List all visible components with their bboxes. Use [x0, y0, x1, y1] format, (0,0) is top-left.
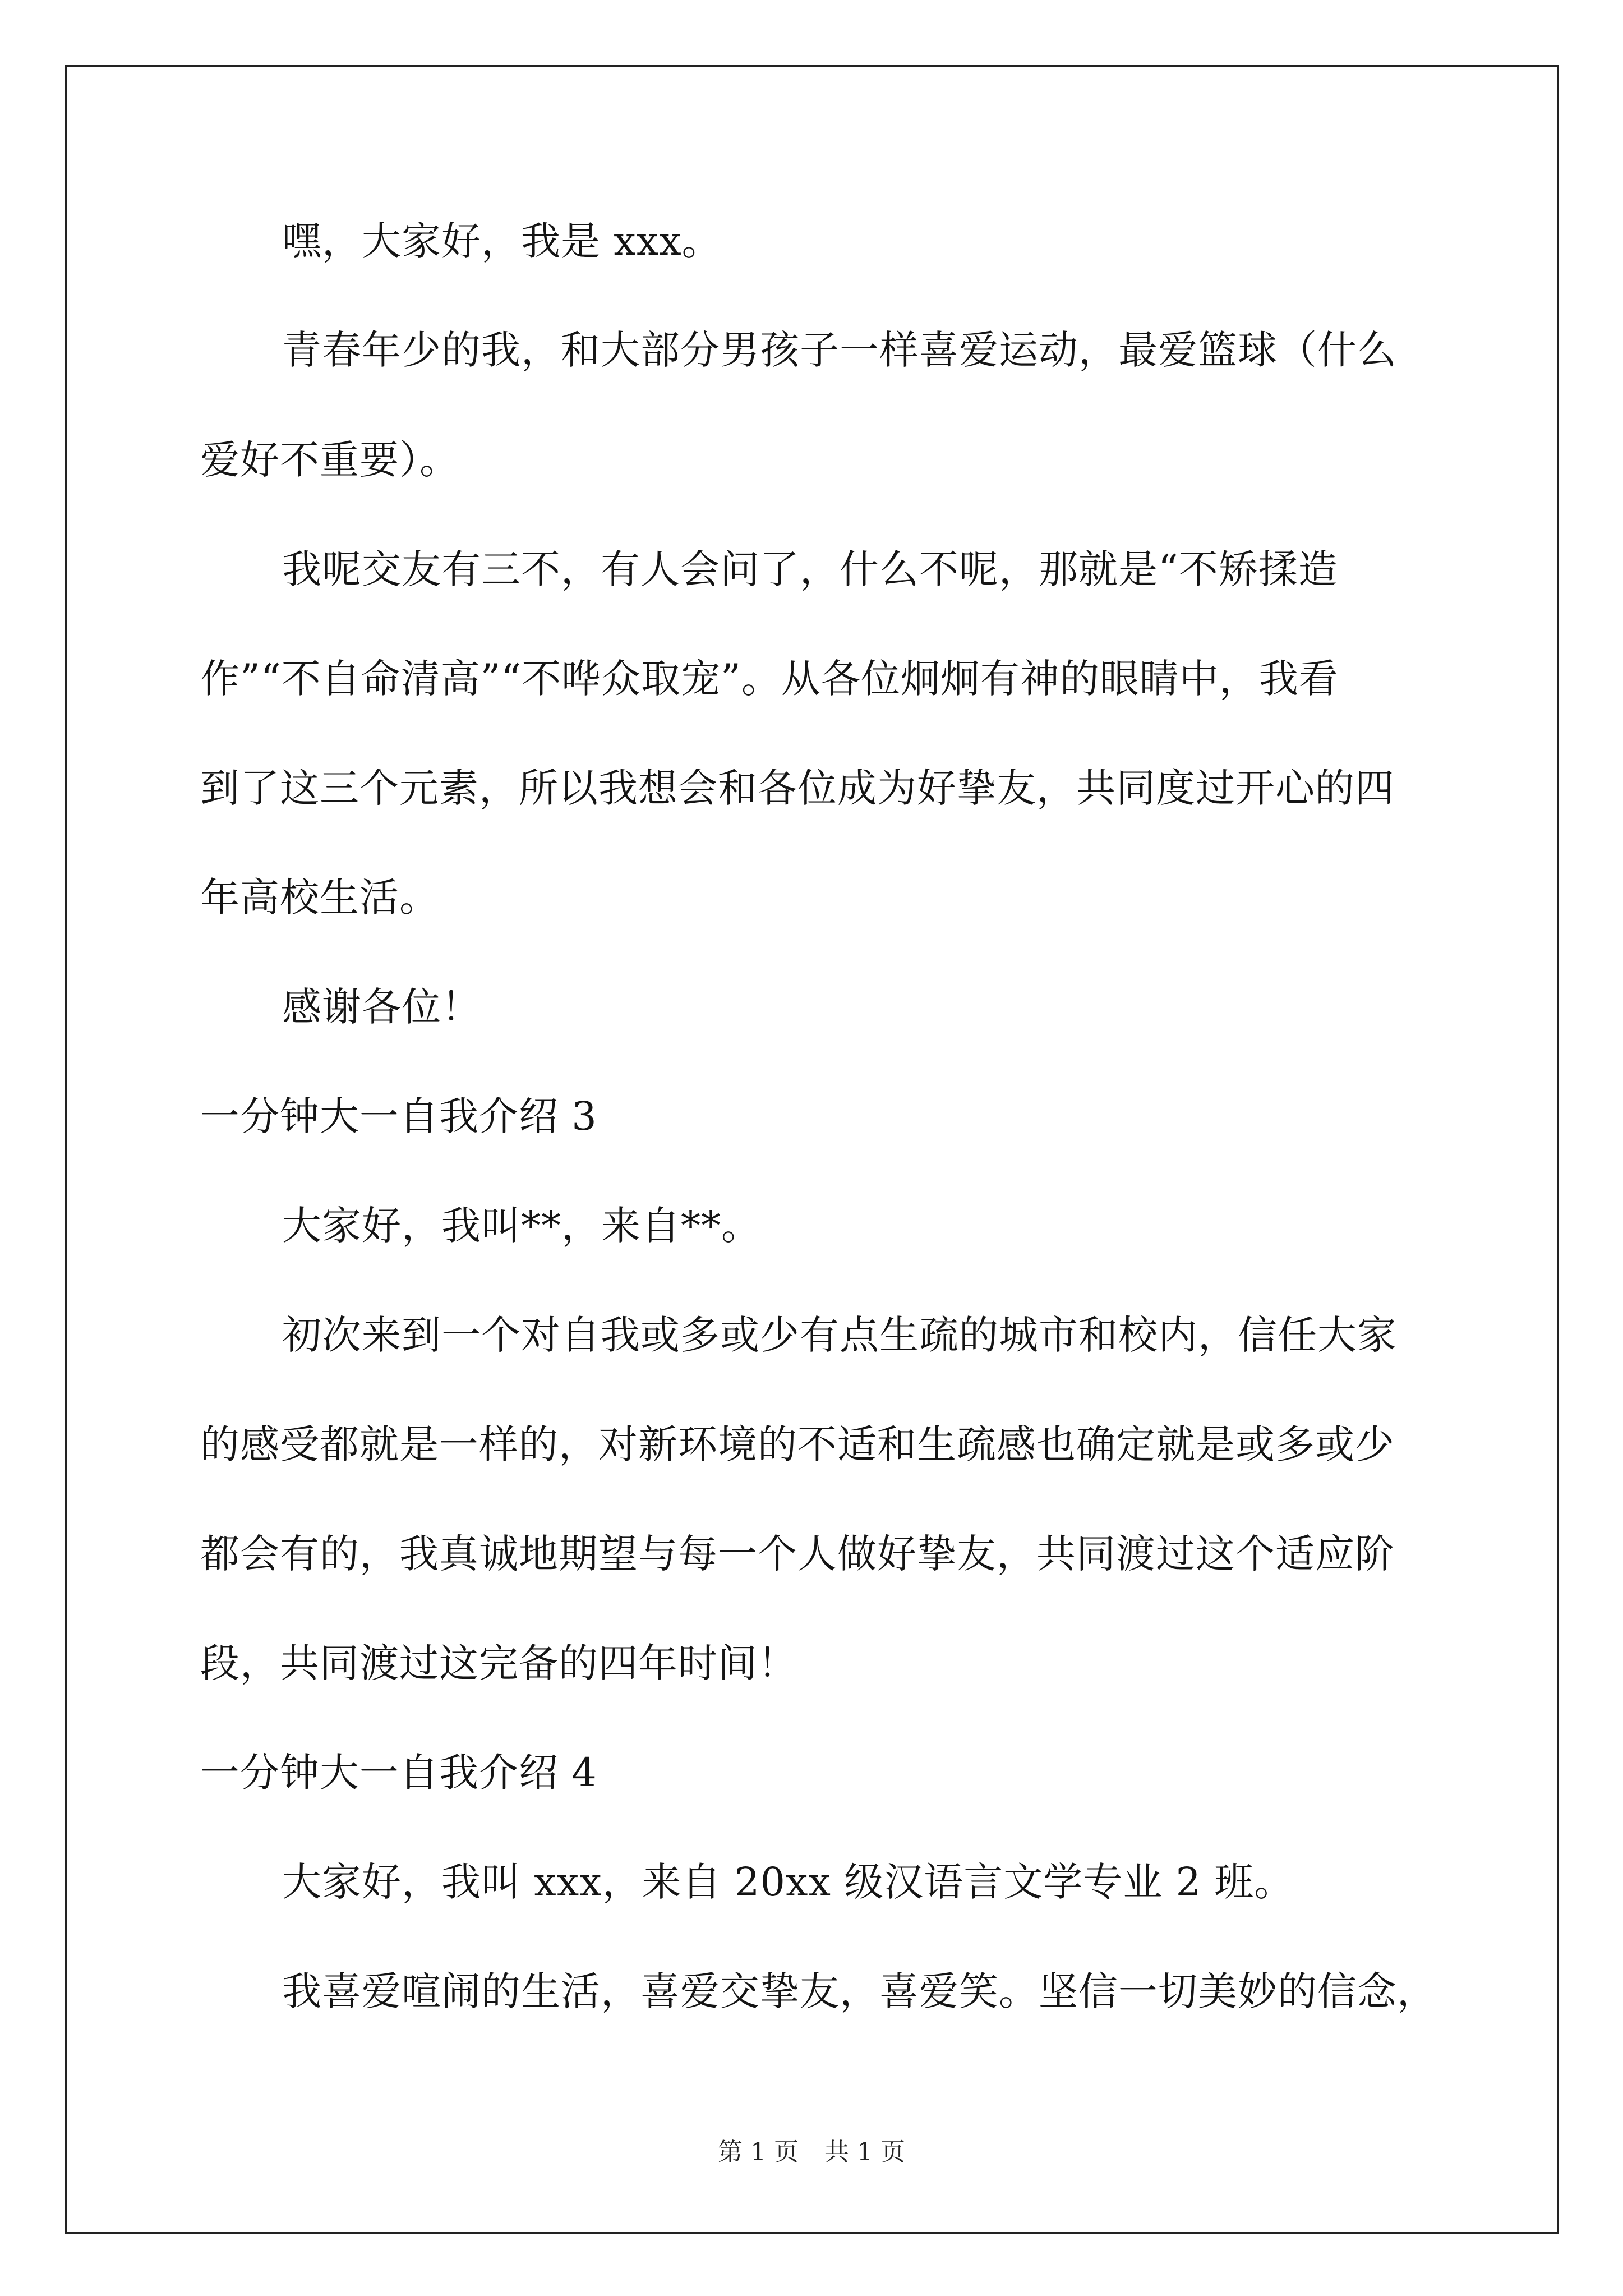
body-line: 大家好，我叫 xxx，来自 20xx 级汉语言文学专业 2 班。 — [282, 1859, 1294, 1905]
body-line: 大家好，我叫**，来自**。 — [282, 1203, 761, 1249]
body-line: 年高校生活。 — [200, 875, 439, 921]
body-line: 青春年少的我，和大部分男孩子一样喜爱运动，最爱篮球（什么 — [282, 327, 1397, 373]
body-line: 到了这三个元素，所以我想会和各位成为好挚友，共同度过开心的四 — [200, 765, 1395, 811]
section-heading: 一分钟大一自我介绍 4 — [200, 1750, 597, 1796]
body-line: 感谢各位！ — [282, 984, 481, 1030]
section-heading: 一分钟大一自我介绍 3 — [200, 1093, 597, 1139]
body-line: 段，共同渡过这完备的四年时间！ — [200, 1640, 797, 1686]
body-line: 我喜爱喧闹的生活，喜爱交挚友，喜爱笑。坚信一切美妙的信念， — [282, 1968, 1437, 2014]
body-line: 嘿，大家好，我是 xxx。 — [282, 218, 722, 264]
body-line: 初次来到一个对自我或多或少有点生疏的城市和校内，信任大家 — [282, 1312, 1397, 1358]
document-body — [200, 218, 1437, 2014]
page-total: 共 1 页 — [824, 2138, 905, 2166]
body-line: 都会有的，我真诚地期望与每一个人做好挚友，共同渡过这个适应阶 — [200, 1531, 1395, 1577]
body-line: 我呢交友有三不，有人会问了，什么不呢，那就是“不矫揉造 — [282, 546, 1338, 592]
body-line: 的感受都就是一样的，对新环境的不适和生疏感也确定就是或多或少 — [200, 1421, 1395, 1467]
body-line: 作”“不自命清高”“不哗众取宠”。从各位炯炯有神的眼睛中，我看 — [200, 656, 1339, 702]
page-number: 第 1 页 — [718, 2138, 799, 2166]
page-footer — [0, 2140, 1623, 2165]
body-line: 爱好不重要）。 — [200, 437, 459, 483]
